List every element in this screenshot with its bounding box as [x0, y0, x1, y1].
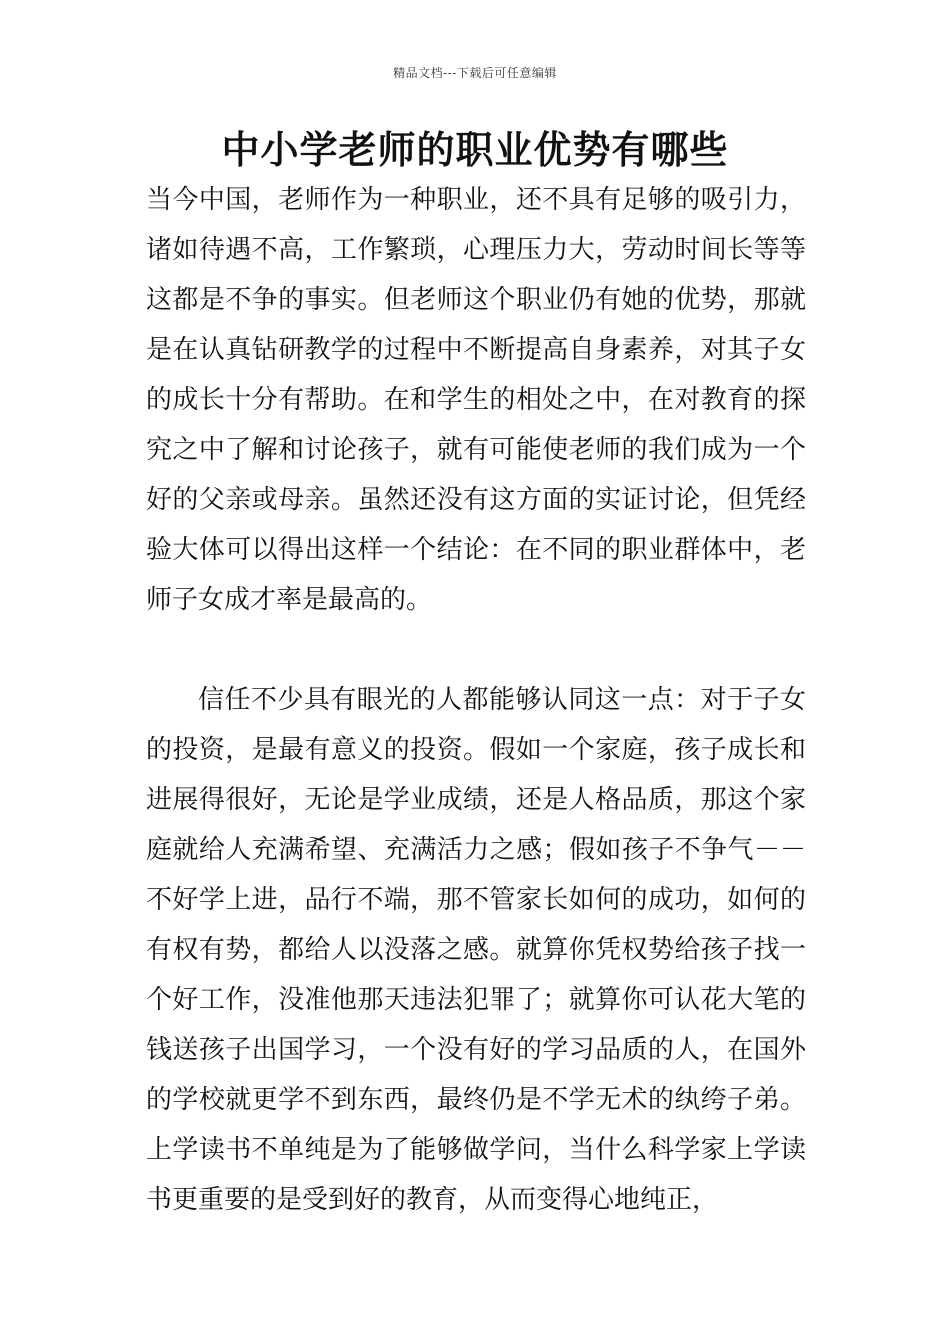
document-title: 中小学老师的职业优势有哪些	[221, 128, 729, 172]
paragraph-2: 信任不少具有眼光的人都能够认同这一点：对于子女的投资，是最有意义的投资。假如一个家庭，孩子成长和进展得很好，无论是学业成绩，还是人格品质，那这个家庭就给人充满希望、充满活力之感；假如孩子不争气－－不好学上进，品行不端，那不管家长如何的成功，如何的有权有势，都给人以没落之感。就算你凭权势给孩子找一个好工作，没准他那天违法犯罪了；就算你可认花大笔的钱送孩子出国学习，一个没有好的学习品质的人，在国外的学校就更学不到东西，最终仍是不学无术的纨绔子弟。上学读书不单纯是为了能够做学问，当什么科学家上学读书更重要的是受到好的教育，从而变得心地纯正，	[146, 685, 806, 1215]
header-note: 精品文档---下载后可任意编辑	[393, 66, 557, 80]
paragraph-1: 当今中国，老师作为一种职业，还不具有足够的吸引力，诸如待遇不高，工作繁琐，心理压力大，劳动时间长等等这都是不争的事实。但老师这个职业仍有她的优势，那就是在认真钻研教学的过程中不断提高自身素养，对其子女的成长十分有帮助。在和学生的相处之中，在对教育的探究之中了解和讨论孩子，就有可能使老师的我们成为一个好的父亲或母亲。虽然还没有这方面的实证讨论，但凭经验大体可以得出这样一个结论：在不同的职业群体中，老师子女成才率是最高的。	[146, 185, 806, 615]
